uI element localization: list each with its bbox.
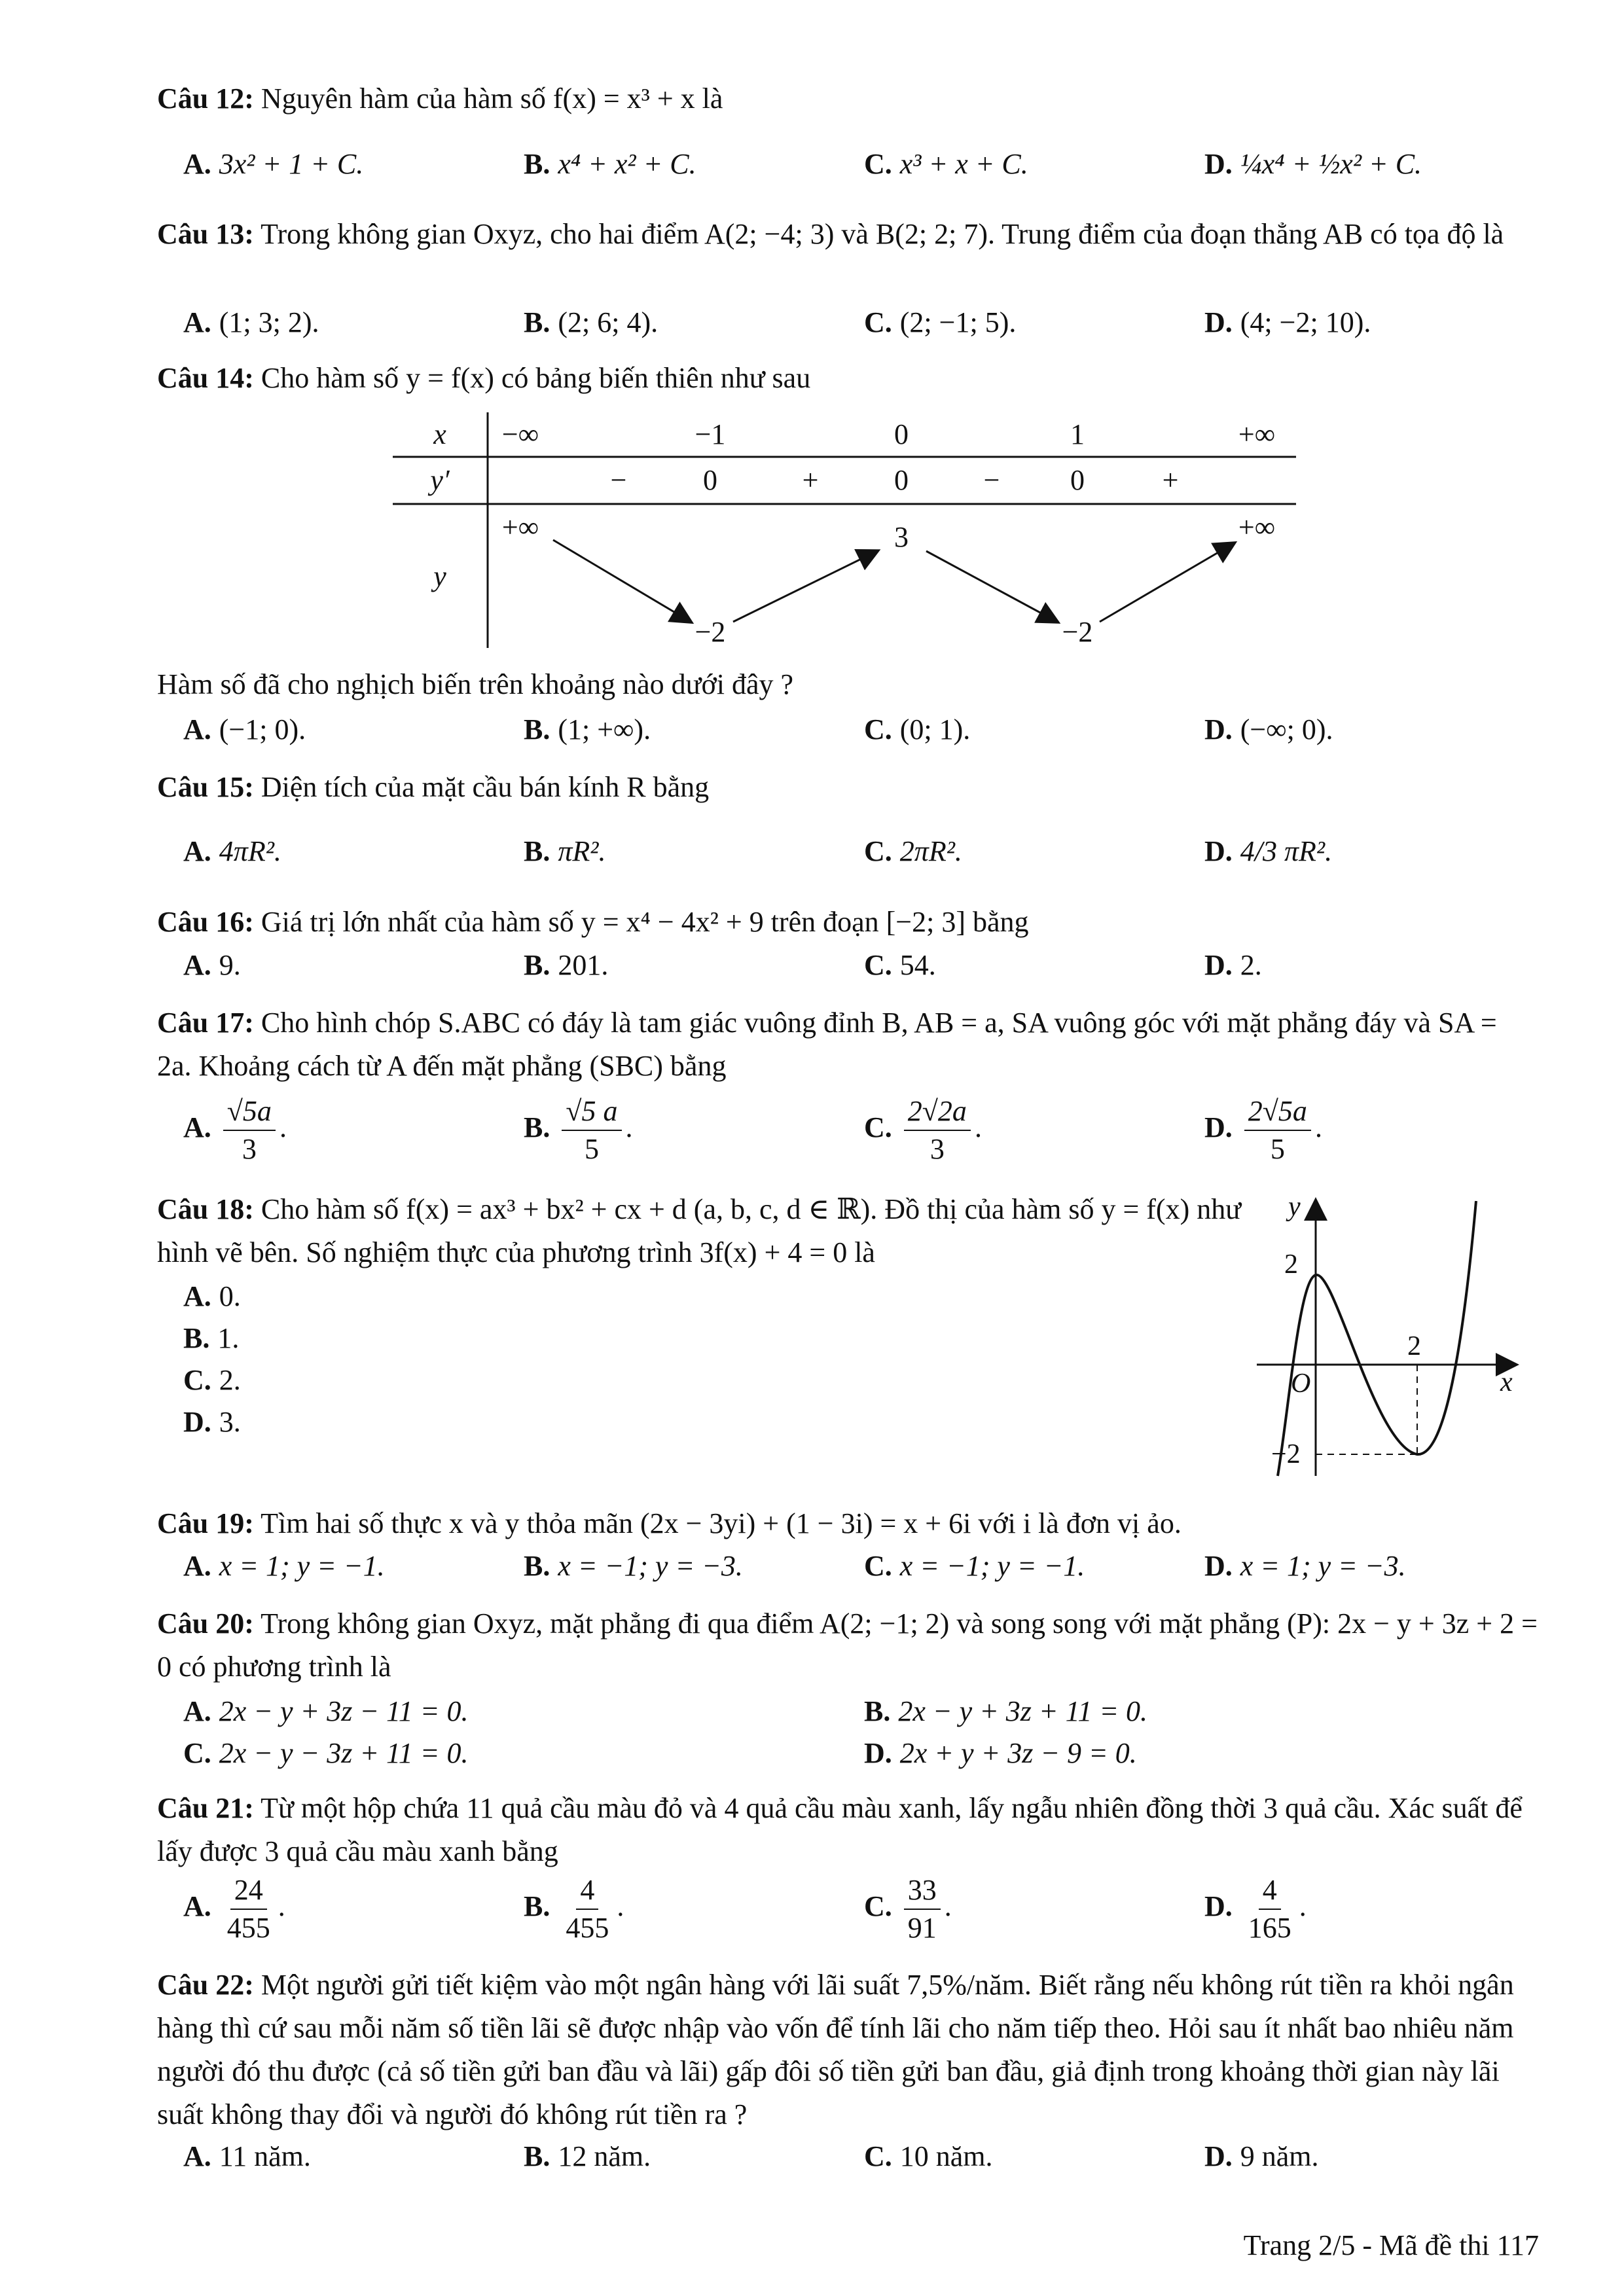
q15-options <box>0 830 1624 873</box>
q14-opt-d[interactable]: D. (−∞; 0). <box>1204 713 1333 745</box>
q16-label: Câu 16: <box>157 906 254 938</box>
question-17 <box>157 1001 1538 1088</box>
graph-y-label: y <box>1288 1192 1301 1222</box>
q20-options-row1 <box>0 1690 1624 1733</box>
q18-opt-a[interactable]: A. 0. <box>183 1280 241 1312</box>
q22-text: Một người gửi tiết kiệm vào một ngân hàng với lãi suất 7,5%/năm. Biết rằng nếu không rút tiền ra khỏi ngân hàng thì cứ sau mỗi năm số tiền lãi sẽ được nhập vào vốn để tính lãi cho năm tiếp theo. Hỏi sau ít nhất bao nhiêu năm người đó thu được (cả số tiền gửi ban đầu và lãi) gấp đôi số tiền gửi ban đầu, giả định trong khoảng thời gian này lãi suất không thay đổi và người đó không rút tiền ra ? <box>157 1969 1514 2130</box>
q12-opt-b[interactable]: B. x⁴ + x² + C. <box>524 148 696 180</box>
graph-y-bottom: −2 <box>1271 1439 1301 1469</box>
q16-opt-d[interactable]: D. 2. <box>1204 949 1262 981</box>
q19-text: Tìm hai số thực x và y thỏa mãn (2x − 3yi) + (1 − 3i) = x + 6i với i là đơn vị ảo. <box>261 1507 1182 1539</box>
q21-opt-a[interactable]: A. $\frac{24}{455}$ . <box>183 1872 285 1946</box>
q15-opt-b[interactable]: B. πR². <box>524 835 606 867</box>
q16-opt-a[interactable]: A. 9. <box>183 949 241 981</box>
q19-opt-d[interactable]: D. x = 1; y = −3. <box>1204 1550 1406 1582</box>
q16-text: Giá trị lớn nhất của hàm số y = x⁴ − 4x² + 9 trên đoạn [−2; 3] bằng <box>261 906 1029 938</box>
q17-opt-c[interactable]: C. $\frac{2√2a}{3}$ . <box>864 1093 982 1168</box>
graph-y-top: 2 <box>1284 1249 1298 1280</box>
vt-yp-6: + <box>1162 464 1179 496</box>
q20-opt-a[interactable]: A. 2x − y + 3z − 11 = 0. <box>183 1695 469 1727</box>
q18-opt-d[interactable]: D. 3. <box>183 1406 241 1438</box>
q14-options <box>0 708 1624 751</box>
vt-yp-4: − <box>983 464 1000 496</box>
cubic-curve <box>1278 1201 1476 1476</box>
q13-options <box>0 301 1624 344</box>
q13-opt-c[interactable]: C. (2; −1; 5). <box>864 306 1017 338</box>
vt-yp-label: y′ <box>430 464 450 496</box>
vt-x-0: −∞ <box>501 418 539 450</box>
q18-label: Câu 18: <box>157 1193 254 1225</box>
q22-opt-a[interactable]: A. 11 năm. <box>183 2140 311 2172</box>
q21-opt-b[interactable]: B. $\frac{4}{455}$ . <box>524 1872 624 1946</box>
q16-opt-b[interactable]: B. 201. <box>524 949 609 981</box>
q14-opt-b[interactable]: B. (1; +∞). <box>524 713 651 745</box>
question-12 <box>157 77 1538 120</box>
q15-opt-a[interactable]: A. 4πR². <box>183 835 281 867</box>
q22-options <box>0 2135 1624 2178</box>
vt-x-2: 0 <box>894 418 909 450</box>
q12-opt-a[interactable]: A. 3x² + 1 + C. <box>183 148 364 180</box>
q22-opt-d[interactable]: D. 9 năm. <box>1204 2140 1319 2172</box>
vt-arrow-3 <box>926 551 1057 622</box>
q19-opt-c[interactable]: C. x = −1; y = −1. <box>864 1550 1085 1582</box>
q20-text: Trong không gian Oxyz, mặt phẳng đi qua điểm A(2; −1; 2) và song song với mặt phẳng (P): 2x − y + 3z + 2 = 0 có phương trình là <box>157 1607 1538 1683</box>
question-18 <box>157 1188 1257 1274</box>
q22-label: Câu 22: <box>157 1969 254 2001</box>
vt-x-4: +∞ <box>1238 418 1276 450</box>
q21-options <box>0 1872 1624 1950</box>
q19-options <box>0 1545 1624 1588</box>
page-footer: Trang 2/5 - Mã đề thi 117 <box>1243 2229 1539 2261</box>
q19-label: Câu 19: <box>157 1507 254 1539</box>
q20-opt-c[interactable]: C. 2x − y − 3z + 11 = 0. <box>183 1737 469 1769</box>
q16-options <box>0 944 1624 987</box>
vt-y-2: 3 <box>894 521 909 553</box>
q14-opt-c[interactable]: C. (0; 1). <box>864 713 971 745</box>
question-19 <box>157 1502 1538 1545</box>
q19-opt-a[interactable]: A. x = 1; y = −1. <box>183 1550 385 1582</box>
q13-label: Câu 13: <box>157 218 254 250</box>
q13-opt-d[interactable]: D. (4; −2; 10). <box>1204 306 1371 338</box>
q21-label: Câu 21: <box>157 1792 254 1824</box>
vt-y-4: +∞ <box>1238 511 1276 543</box>
q15-label: Câu 15: <box>157 771 254 803</box>
question-13 <box>157 213 1538 256</box>
vt-arrow-1 <box>553 540 691 622</box>
q12-opt-d[interactable]: D. ¼x⁴ + ½x² + C. <box>1204 148 1422 180</box>
q14-label: Câu 14: <box>157 362 254 394</box>
q20-opt-b[interactable]: B. 2x − y + 3z + 11 = 0. <box>864 1695 1148 1727</box>
vt-x-1: −1 <box>695 418 726 450</box>
vt-y-0: +∞ <box>501 511 539 543</box>
q19-opt-b[interactable]: B. x = −1; y = −3. <box>524 1550 743 1582</box>
vt-yp-0: − <box>610 464 627 496</box>
vt-y-label: y <box>433 560 446 592</box>
q13-opt-a[interactable]: A. (1; 3; 2). <box>183 306 319 338</box>
q17-opt-d[interactable]: D. $\frac{2√5a}{5}$ . <box>1204 1093 1322 1168</box>
question-20 <box>157 1602 1538 1689</box>
q15-opt-d[interactable]: D. 4/3 πR². <box>1204 835 1333 867</box>
q12-text: Nguyên hàm của hàm số f(x) = x³ + x là <box>261 82 723 115</box>
question-22 <box>157 1964 1538 2136</box>
q17-opt-b[interactable]: B. $\frac{√5 a}{5}$ . <box>524 1093 633 1168</box>
vt-yp-5: 0 <box>1070 464 1085 496</box>
vt-arrow-4 <box>1100 543 1234 622</box>
q17-text: Cho hình chóp S.ABC có đáy là tam giác vuông đỉnh B, AB = a, SA vuông góc với mặt phẳng đáy và SA = 2a. Khoảng cách từ A đến mặt phẳng (SBC) bằng <box>157 1007 1497 1082</box>
vt-arrow-2 <box>733 551 877 622</box>
q14-text: Cho hàm số y = f(x) có bảng biến thiên như sau <box>261 362 811 394</box>
question-21 <box>157 1787 1538 1873</box>
cubic-graph <box>1244 1188 1532 1489</box>
q15-opt-c[interactable]: C. 2πR². <box>864 835 962 867</box>
q15-text: Diện tích của mặt cầu bán kính R bằng <box>261 771 710 803</box>
q20-opt-d[interactable]: D. 2x + y + 3z − 9 = 0. <box>864 1737 1137 1769</box>
q14-after: Hàm số đã cho nghịch biến trên khoảng nào dưới đây ? <box>157 668 794 700</box>
q22-opt-b[interactable]: B. 12 năm. <box>524 2140 651 2172</box>
q20-label: Câu 20: <box>157 1607 254 1640</box>
vt-x-label: x <box>433 418 446 450</box>
q17-opt-a[interactable]: A. $\frac{√5a}{3}$ . <box>183 1093 287 1168</box>
q21-opt-d[interactable]: D. $\frac{4}{165}$ . <box>1204 1872 1307 1946</box>
vt-yp-1: 0 <box>703 464 717 496</box>
vt-yp-3: 0 <box>894 464 909 496</box>
q17-label: Câu 17: <box>157 1007 254 1039</box>
q18-opt-c[interactable]: C. 2. <box>183 1364 241 1396</box>
graph-origin: O <box>1291 1369 1311 1399</box>
q12-opt-c[interactable]: C. x³ + x + C. <box>864 148 1028 180</box>
q21-opt-c[interactable]: C. $\frac{33}{91}$ . <box>864 1872 952 1946</box>
q22-opt-c[interactable]: C. 10 năm. <box>864 2140 993 2172</box>
q18-opt-b[interactable]: B. 1. <box>183 1322 240 1354</box>
vt-y-3: −2 <box>1062 616 1093 648</box>
vt-yp-2: + <box>802 464 819 496</box>
graph-x-mark: 2 <box>1407 1331 1421 1361</box>
question-14 <box>157 357 1538 400</box>
q16-opt-c[interactable]: C. 54. <box>864 949 936 981</box>
q14-opt-a[interactable]: A. (−1; 0). <box>183 713 306 745</box>
q21-text: Từ một hộp chứa 11 quả cầu màu đỏ và 4 quả cầu màu xanh, lấy ngẫu nhiên đồng thời 3 quả cầu. Xác suất để lấy được 3 quả cầu màu xanh bằng <box>157 1792 1523 1867</box>
q12-options <box>0 143 1624 186</box>
q20-options-row2 <box>0 1732 1624 1775</box>
graph-x-label: x <box>1500 1367 1513 1397</box>
q12-label: Câu 12: <box>157 82 254 115</box>
vt-x-3: 1 <box>1070 418 1085 450</box>
q17-options <box>0 1093 1624 1172</box>
q13-opt-b[interactable]: B. (2; 6; 4). <box>524 306 659 338</box>
question-15 <box>157 766 1538 809</box>
variation-table <box>393 406 1296 655</box>
q18-text: Cho hàm số f(x) = ax³ + bx² + cx + d (a, b, c, d ∈ ℝ). Đồ thị của hàm số y = f(x) như hình vẽ bên. Số nghiệm thực của phương trình 3f(x) + 4 = 0 là <box>157 1193 1242 1268</box>
q13-text: Trong không gian Oxyz, cho hai điểm A(2; −4; 3) và B(2; 2; 7). Trung điểm của đoạn thẳng AB có tọa độ là <box>261 218 1504 250</box>
question-16 <box>157 901 1538 944</box>
vt-y-1: −2 <box>695 616 726 648</box>
